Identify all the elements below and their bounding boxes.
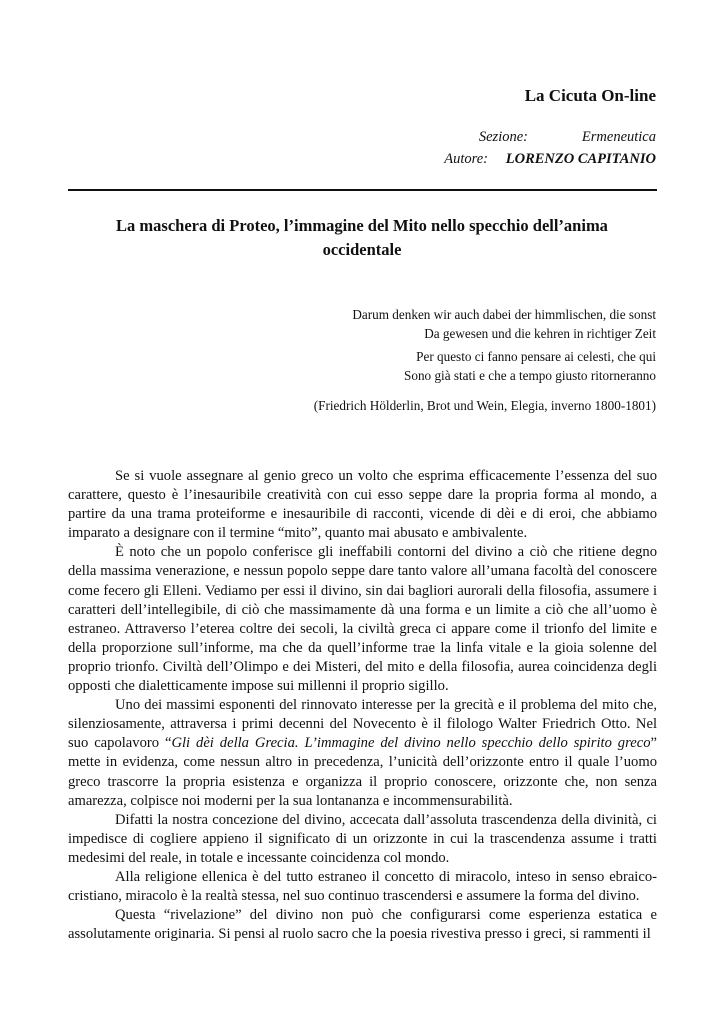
epigraph-citation: (Friedrich Hölderlin, Brot und Wein, Elegia, inverno 1800-1801) xyxy=(313,398,656,413)
epigraph-italian xyxy=(404,347,656,385)
paragraph-5: Alla religione ellenica è del tutto estraneo il concetto di miracolo, inteso in senso ebraico-cristiano, miracolo è la realtà stessa, nel suo continuo trascendersi e assumere la forma del divino. xyxy=(68,868,657,905)
paragraph-4: Difatti la nostra concezione del divino, accecata dall’assoluta trascendenza della divinità, ci impedisce di cogliere appieno il significato di un orizzonte in cui la trascendenza assume i tratti medesimi del reale, in totale e incessante coincidenza col mondo. xyxy=(68,811,657,866)
section-value: Ermeneutica xyxy=(581,129,656,145)
paragraph-3-part-b: ” mette in evidenza, come nessun altro in precedenza, l’unicità dell’orizzonte entro il quale l’uomo greco trascorre la propria esistenza e organizza il proprio conoscere, orizzonte che, non senza amarezza, colpisce noi moderni per la sua lontananza e incommensurabilità. xyxy=(68,735,657,809)
epigraph-german-line-2: Da gewesen und die kehren in richtiger Zeit xyxy=(424,326,656,341)
title-line-1: La maschera di Proteo, l’immagine del Mito nello specchio dell’anima xyxy=(116,216,608,235)
epigraph-german xyxy=(352,305,656,343)
journal-name: La Cicuta On-line xyxy=(524,86,656,105)
epigraph-italian-line-1: Per questo ci fanno pensare ai celesti, che qui xyxy=(416,349,656,364)
paragraph-3-part-a: Uno dei massimi esponenti del rinnovato interesse per la grecità e il problema del mito che, silenziosamente, attraversa i primi decenni del Novecento è il filologo Walter Friedrich Otto. Nel suo capolavoro “ xyxy=(68,697,657,752)
epigraph-german-line-1: Darum denken wir auch dabei der himmlischen, die sonst xyxy=(352,307,656,322)
epigraph-italian-line-2: Sono già stati e che a tempo giusto ritorneranno xyxy=(404,368,656,383)
section-line xyxy=(0,129,724,149)
paragraph-6: Questa “rivelazione” del divino non può che configurarsi come esperienza estatica e assolutamente originaria. Si pensi al ruolo sacro che la poesia rivestiva presso i greci, si rammenti il xyxy=(68,907,657,943)
paragraph-1: Se si vuole assegnare al genio greco un volto che esprima efficacemente l’essenza del suo carattere, questo è l’inesauribile creatività con cui esso seppe dare la propria forma al mondo, a partire da una trama proteiforme e inesauribile di racconti, vicende di dèi e di eroi, che abbiamo imparato a designare con il termine “mito”, quanto mai abusato e ambivalente. xyxy=(68,468,657,542)
header-divider xyxy=(68,189,657,191)
book-title: Gli dèi della Grecia. L’immagine del divino nello specchio dello spirito greco xyxy=(171,735,651,752)
article-body xyxy=(68,467,657,944)
author-value: LORENZO CAPITANIO xyxy=(505,151,656,167)
article-title xyxy=(90,214,634,262)
author-line xyxy=(0,151,724,171)
title-line-2: occidentale xyxy=(322,240,402,259)
paragraph-2: È noto che un popolo conferisce gli ineffabili contorni del divino a ciò che ritiene degno della massima venerazione, e nessun popolo seppe dare tanto valore all’umana facoltà del conoscere come fecero gli Elleni. Vediamo per essi il divino, sin dai bagliori aurorali della filosofia, assumere i caratteri dell’intellegibile, di ciò che massimamente dà una forma e un limite a ciò che all’uomo è estraneo. Attraverso l’eterea coltre dei secoli, la civiltà greca ci appare come il trionfo del limite e della proporzione sull’informe, ma che da quell’informe trae la linfa vitale e la gioia solenne del proprio trionfo. Civiltà dell’Olimpo e dei Misteri, del mito e della filosofia, aurea coincidenza degli opposti che dialetticamente impose sui millenni il proprio sigillo. xyxy=(68,544,657,695)
section-label: Sezione: xyxy=(478,129,528,145)
author-label: Autore: xyxy=(444,151,488,167)
paragraph-3 xyxy=(68,696,657,811)
